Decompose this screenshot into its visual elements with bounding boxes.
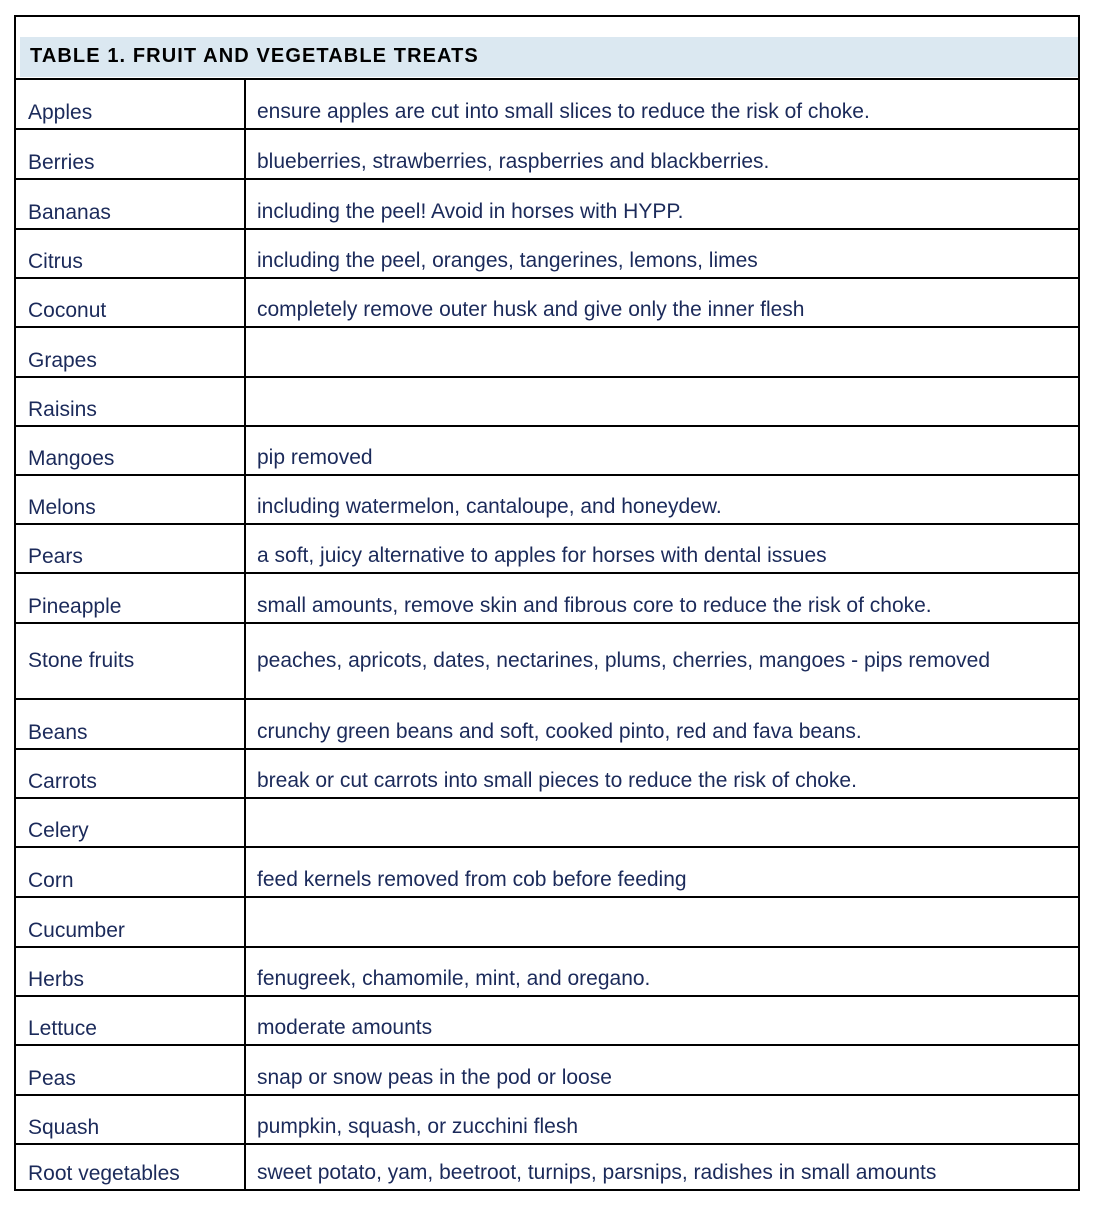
treat-name: Apples bbox=[16, 80, 246, 128]
treat-name: Cucumber bbox=[16, 898, 246, 946]
treat-description: ensure apples are cut into small slices to reduce the risk of choke. bbox=[257, 100, 870, 123]
treat-description: pip removed bbox=[257, 446, 373, 469]
treat-description bbox=[246, 898, 1078, 946]
treat-description: snap or snow peas in the pod or loose bbox=[257, 1066, 612, 1089]
treat-description: small amounts, remove skin and fibrous core to reduce the risk of choke. bbox=[257, 594, 932, 617]
treat-description bbox=[246, 799, 1078, 846]
treat-description: break or cut carrots into small pieces to reduce the risk of choke. bbox=[257, 769, 857, 792]
treat-name: Bananas bbox=[16, 180, 246, 228]
treat-name: Corn bbox=[16, 848, 246, 896]
treat-description: feed kernels removed from cob before feeding bbox=[257, 868, 687, 891]
treat-name: Pears bbox=[16, 525, 246, 572]
treat-description bbox=[246, 378, 1078, 425]
treat-name: Beans bbox=[16, 700, 246, 748]
treat-name: Coconut bbox=[16, 279, 246, 326]
treat-name: Pineapple bbox=[16, 574, 246, 622]
treat-name: Mangoes bbox=[16, 427, 246, 474]
table-row bbox=[16, 572, 1078, 622]
treat-description: peaches, apricots, dates, nectarines, plums, cherries, mangoes - pips removed bbox=[257, 649, 991, 672]
table-title-bar bbox=[20, 37, 1078, 77]
treat-description: pumpkin, squash, or zucchini flesh bbox=[257, 1115, 578, 1138]
table-row bbox=[16, 178, 1078, 228]
table-row bbox=[16, 1044, 1078, 1094]
table-row bbox=[16, 523, 1078, 572]
treat-description: moderate amounts bbox=[257, 1016, 433, 1039]
treat-description: including watermelon, cantaloupe, and honeydew. bbox=[257, 495, 722, 518]
treat-name: Carrots bbox=[16, 750, 246, 797]
treat-description: sweet potato, yam, beetroot, turnips, parsnips, radishes in small amounts bbox=[257, 1161, 937, 1184]
table-row bbox=[16, 425, 1078, 474]
treat-description: crunchy green beans and soft, cooked pinto, red and fava beans. bbox=[257, 720, 862, 743]
treat-description: including the peel, oranges, tangerines, lemons, limes bbox=[257, 249, 758, 272]
treat-name: Lettuce bbox=[16, 997, 246, 1044]
treat-name: Stone fruits bbox=[16, 624, 246, 698]
treat-name: Celery bbox=[16, 799, 246, 846]
table-row bbox=[16, 1094, 1078, 1143]
table-row bbox=[16, 78, 1078, 128]
treat-name: Herbs bbox=[16, 948, 246, 995]
table-row bbox=[16, 622, 1078, 698]
treat-name: Squash bbox=[16, 1096, 246, 1143]
table-row bbox=[16, 228, 1078, 277]
table-row bbox=[16, 995, 1078, 1044]
table-row bbox=[16, 846, 1078, 896]
treat-description bbox=[246, 328, 1078, 376]
treat-name: Melons bbox=[16, 476, 246, 523]
table-row bbox=[16, 376, 1078, 425]
table-row bbox=[16, 748, 1078, 797]
table-body bbox=[16, 78, 1078, 1189]
treats-table bbox=[14, 15, 1080, 1191]
treat-name: Root vegetables bbox=[16, 1145, 246, 1189]
table-row bbox=[16, 896, 1078, 946]
table-row bbox=[16, 474, 1078, 523]
treat-name: Citrus bbox=[16, 230, 246, 277]
table-row bbox=[16, 326, 1078, 376]
table-row bbox=[16, 698, 1078, 748]
table-row bbox=[16, 1143, 1078, 1189]
treat-description: a soft, juicy alternative to apples for horses with dental issues bbox=[257, 544, 827, 567]
treat-name: Raisins bbox=[16, 378, 246, 425]
table-title: TABLE 1. FRUIT AND VEGETABLE TREATS bbox=[30, 45, 479, 67]
treat-description: fenugreek, chamomile, mint, and oregano. bbox=[257, 967, 651, 990]
treat-description: blueberries, strawberries, raspberries and blackberries. bbox=[257, 150, 770, 173]
table-row bbox=[16, 128, 1078, 178]
treat-name: Peas bbox=[16, 1046, 246, 1094]
treat-name: Grapes bbox=[16, 328, 246, 376]
table-row bbox=[16, 946, 1078, 995]
table-row bbox=[16, 277, 1078, 326]
treat-description: completely remove outer husk and give only the inner flesh bbox=[257, 298, 805, 321]
table-row bbox=[16, 797, 1078, 846]
treat-description: including the peel! Avoid in horses with HYPP. bbox=[257, 200, 684, 223]
treat-name: Berries bbox=[16, 130, 246, 178]
